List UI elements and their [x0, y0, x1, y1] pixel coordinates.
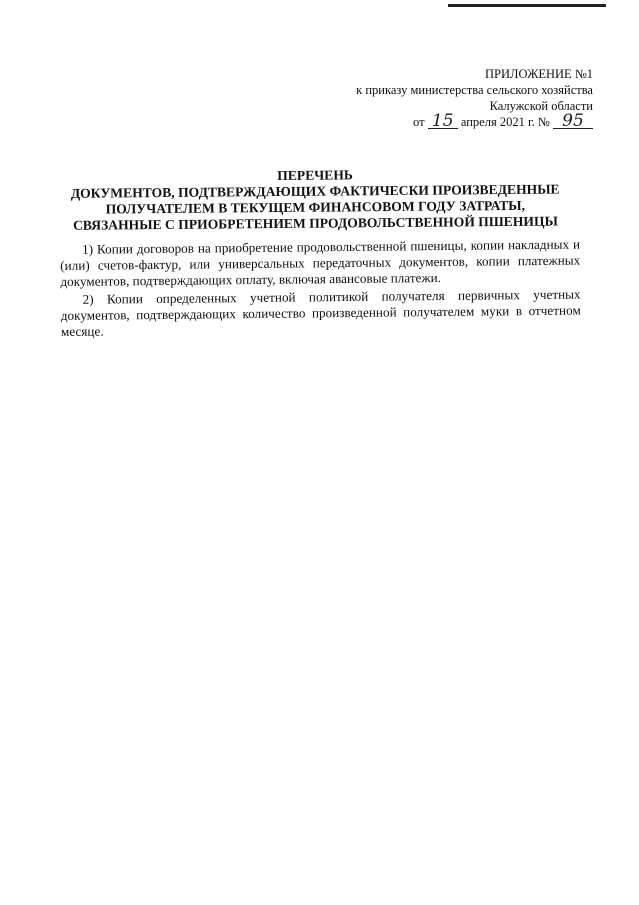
list-item: 1) Копии договоров на приобретение продовольственной пшеницы, копии накладных и (или) счетов-фактур, или универсальных передаточных документов, копии платежных документов, подтверждающих оплату, включая авансовые платежи.: [60, 236, 581, 290]
appendix-header: [293, 66, 593, 130]
order-reference: к приказу министерства сельского хозяйства: [356, 83, 593, 97]
top-scan-line: [448, 4, 606, 7]
title-line-1: ПЕРЕЧЕНЬ: [277, 167, 353, 184]
document-list: [60, 237, 581, 341]
document-title: [50, 165, 581, 234]
title-line-4: СВЯЗАННЫЕ С ПРИОБРЕТЕНИЕМ ПРОДОВОЛЬСТВЕННОЙ ПШЕНИЦЫ: [72, 213, 558, 233]
date-month-year: апреля 2021 г. №: [460, 115, 550, 129]
handwritten-order-number: 95: [553, 114, 593, 129]
appendix-number: ПРИЛОЖЕНИЕ №1: [484, 67, 593, 81]
title-line-3: ПОЛУЧАТЕЛЕМ В ТЕКУЩЕМ ФИНАНСОВОМ ГОДУ ЗАТРАТЫ,: [105, 197, 526, 217]
title-line-2: ДОКУМЕНТОВ, ПОДТВЕРЖДАЮЩИХ ФАКТИЧЕСКИ ПРОИЗВЕДЕННЫЕ: [70, 181, 560, 201]
order-date-line: [293, 111, 593, 131]
date-prefix: от: [413, 115, 425, 129]
list-item: 2) Копии определенных учетной политикой получателя первичных учетных документов, подтверждающих количество произведенной получателем муки в отчетном месяце.: [60, 286, 581, 340]
region-name: Калужской области: [489, 99, 593, 113]
handwritten-day: 15: [428, 114, 458, 129]
